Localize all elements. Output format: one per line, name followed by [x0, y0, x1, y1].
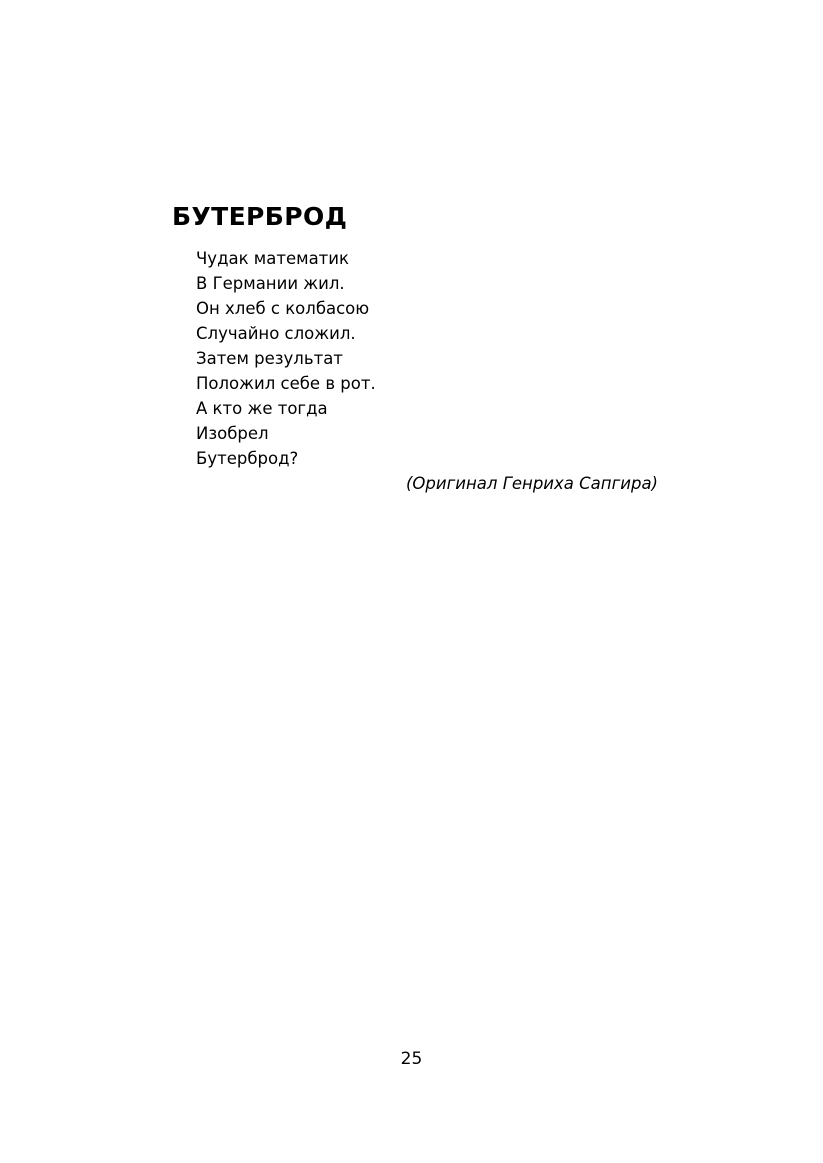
poem-line: Случайно сложил. — [196, 324, 356, 343]
poem-line: Чудак математик — [196, 249, 349, 268]
poem-line: Изобрел — [196, 424, 269, 443]
poem-line: Затем результат — [196, 349, 343, 368]
poem-line: Бутерброд? — [196, 449, 299, 468]
poem-attribution: (Оригинал Генриха Сапгира) — [406, 474, 658, 493]
page-number: 25 — [400, 1049, 423, 1069]
poem-line: Положил себе в рот. — [196, 374, 376, 393]
poem-line: А кто же тогда — [196, 399, 328, 418]
poem-line: В Германии жил. — [196, 274, 345, 293]
poem-body — [196, 246, 676, 471]
poem-line: Он хлеб с колбасою — [196, 299, 370, 318]
page-title: БУТЕРБРОД — [172, 201, 348, 231]
